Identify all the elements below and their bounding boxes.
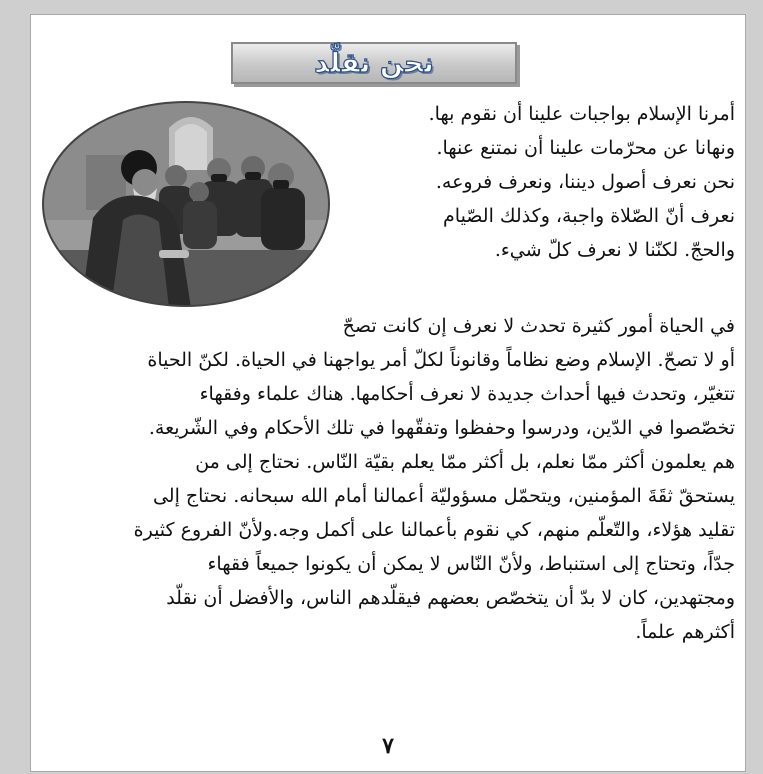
text-line: تخصّصوا في الدّين، ودرسوا وحفظوا وتفقّهوا في تلك الأحكام وفي الشّريعة.: [148, 417, 735, 439]
page-number: ٧: [382, 733, 394, 759]
page-title: نحن نقلّد: [314, 47, 434, 79]
text-line: أمرنا الإسلام بواجبات علينا أن نقوم بها.: [428, 103, 735, 125]
text-line: تقليد هؤلاء، والتّعلّم منهم، كي نقوم بأعمالنا على أكمل وجه.ولأنّ الفروع كثيرة: [133, 519, 735, 541]
text-line: ونهانا عن محرّمات علينا أن نمتنع عنها.: [436, 137, 735, 159]
title-banner: [231, 42, 517, 84]
text-line: أكثرهم علماً.: [635, 621, 735, 643]
seated-scholar-with-students-illustration: [41, 100, 331, 308]
text-line: هم يعلمون أكثر ممّا نعلم، بل أكثر ممّا يعلم بقيّة النّاس. نحتاج إلى من: [195, 451, 735, 473]
text-line: أو لا تصحّ. الإسلام وضع نظاماً وقانوناً لكلّ أمر يواجهنا في الحياة. لكنّ الحياة: [147, 349, 735, 371]
text-line: نحن نعرف أصول ديننا، ونعرف فروعه.: [435, 171, 735, 193]
text-line: في الحياة أمور كثيرة تحدث لا نعرف إن كانت تصحّ: [342, 315, 735, 337]
main-paragraph: [43, 309, 735, 649]
text-line: والحجّ. لكنّنا لا نعرف كلّ شيء.: [494, 239, 735, 261]
text-line: يستحقّ ثقَةَ المؤمنين، ويتحمّل مسؤوليّة أعمالنا أمام الله سبحانه. نحتاج إلى: [152, 485, 735, 507]
text-line: جدّاً، وتحتاج إلى استنباط، ولأنّ النّاس لا يمكن أن يكونوا جميعاً فقهاء: [207, 553, 735, 575]
text-line: ومجتهدين، كان لا بدّ أن يتخصّص بعضهم فيقلّدهم الناس، والأفضل أن نقلّد: [166, 587, 735, 609]
book-page: [30, 14, 746, 772]
text-line: نعرف أنّ الصّلاة واجبة، وكذلك الصّيام: [443, 205, 735, 227]
text-line: تتغيّر، وتحدث فيها أحداث جديدة لا نعرف أحكامها. هناك علماء وفقهاء: [199, 383, 735, 405]
intro-paragraph: [341, 97, 735, 267]
